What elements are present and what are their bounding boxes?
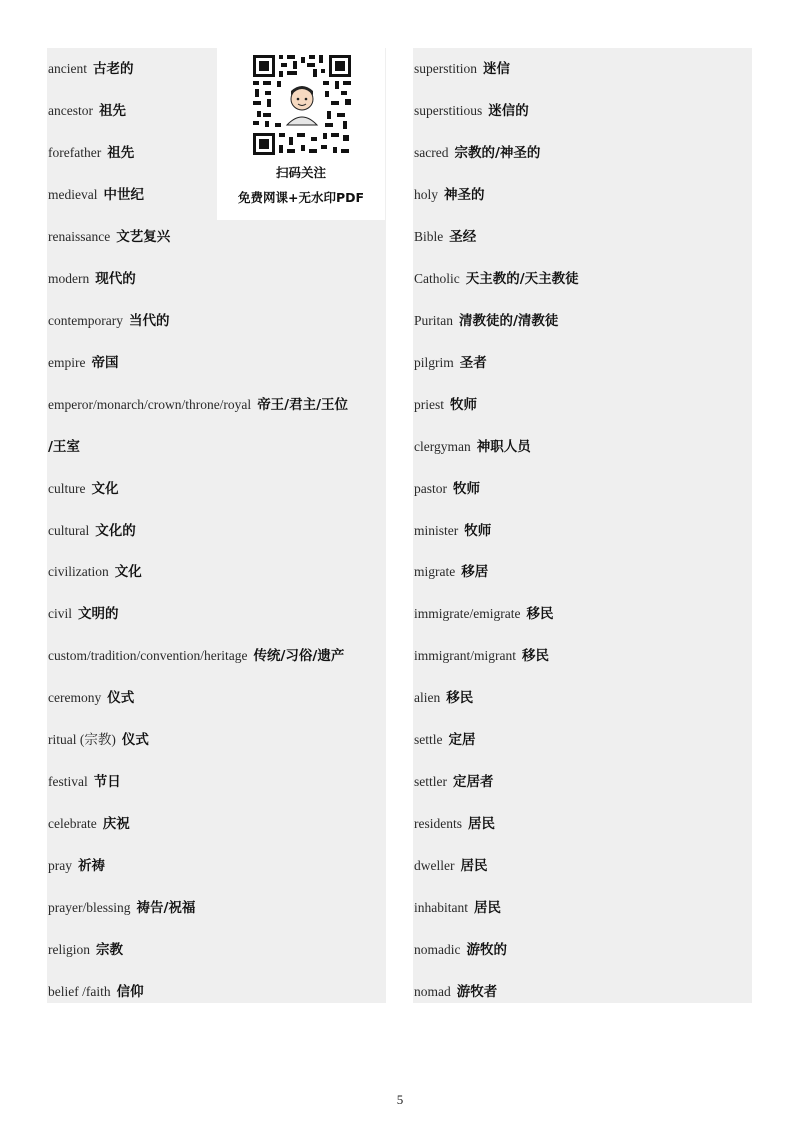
vocab-chinese: 迷信 [483, 61, 510, 77]
vocab-chinese: 移民 [526, 606, 554, 623]
vocab-english: belief /faith [48, 983, 111, 999]
qr-caption-offer: 免费网课+无水印PDF [237, 190, 365, 205]
vocab-chinese: 宗教 [96, 942, 123, 958]
vocab-chinese: 神圣的 [444, 186, 485, 203]
vocab-entry [48, 644, 344, 668]
vocab-english: migrate [414, 564, 456, 580]
vocab-english: holy [414, 186, 439, 202]
vocab-chinese: 文艺复兴 [116, 228, 171, 245]
vocab-entry [48, 770, 121, 794]
vocab-entry [414, 854, 487, 878]
vocab-chinese: 祈祷 [78, 858, 105, 875]
vocab-entry [48, 183, 144, 207]
vocab-entry [414, 267, 579, 291]
vocab-english: inhabitant [414, 900, 468, 915]
vocab-chinese: 仪式 [121, 732, 149, 749]
vocab-english: sacred [414, 144, 449, 160]
vocab-chinese: 宗教的/神圣的 [454, 144, 541, 161]
vocab-entry [414, 435, 531, 459]
qr-code-icon[interactable] [251, 53, 353, 157]
vocab-english: superstition [414, 61, 477, 76]
vocab-entry [48, 267, 136, 291]
vocab-chinese: 牧师 [464, 522, 492, 539]
vocab-entry [414, 141, 540, 165]
vocab-english: prayer/blessing [48, 900, 131, 915]
vocab-english: immigrant/migrant [414, 648, 516, 664]
vocab-entry [414, 896, 501, 920]
vocab-english: ritual (宗教) [48, 732, 116, 748]
vocab-english: minister [414, 522, 459, 538]
vocab-entry [414, 770, 494, 794]
vocab-entry [414, 57, 510, 81]
vocab-english: contemporary [48, 312, 123, 328]
vocab-chinese: 文明的 [78, 606, 119, 623]
page-number: 5 [396, 1092, 404, 1107]
vocab-entry [48, 519, 136, 543]
vocab-chinese: 圣经 [449, 228, 477, 245]
vocab-entry [48, 351, 118, 375]
vocab-chinese: 天主教的/天主教徒 [465, 270, 579, 287]
vocab-entry [48, 225, 170, 249]
vocab-entry [414, 560, 488, 584]
vocab-chinese: 移民 [521, 648, 549, 665]
vocab-english: Bible [414, 228, 444, 244]
vocab-english: pilgrim [414, 354, 454, 370]
vocab-entry [48, 57, 133, 81]
vocab-chinese: 祷告/祝福 [136, 900, 196, 916]
vocab-chinese: 文化 [114, 564, 142, 581]
vocab-chinese: 定居者 [453, 774, 494, 791]
vocab-chinese: 庆祝 [102, 816, 130, 833]
vocab-chinese: 祖先 [107, 144, 135, 161]
vocab-entry [414, 644, 549, 668]
vocab-chinese: 圣者 [459, 354, 487, 371]
vocab-entry [414, 99, 529, 123]
vocab-entry [414, 728, 476, 752]
vocab-english: ancestor [48, 103, 93, 118]
vocab-entry [48, 602, 119, 626]
vocab-chinese: 祖先 [98, 103, 126, 119]
vocab-entry [48, 141, 134, 165]
vocab-chinese: 游牧者 [456, 983, 498, 1000]
vocab-english: medieval [48, 186, 98, 202]
vocab-entry [48, 728, 149, 752]
vocab-entry [48, 854, 105, 878]
vocab-entry [48, 435, 80, 459]
vocab-english: emperor/monarch/crown/throne/royal [48, 396, 252, 412]
vocab-entry [414, 309, 558, 333]
vocab-english: custom/tradition/convention/heritage [48, 648, 248, 664]
vocab-chinese: 当代的 [128, 312, 170, 329]
vocab-chinese: 定居 [448, 732, 476, 749]
vocab-chinese: 现代的 [95, 270, 136, 287]
vocab-entry [414, 519, 491, 543]
vocab-chinese: 居民 [460, 858, 488, 875]
vocab-entry [414, 980, 497, 1004]
vocab-english: religion [48, 942, 90, 957]
vocab-chinese: 神职人员 [476, 438, 531, 455]
vocab-english: cultural [48, 522, 90, 538]
vocab-chinese: 帝国 [91, 354, 119, 371]
vocab-chinese: 古老的 [92, 61, 134, 77]
vocab-entry [414, 686, 473, 710]
vocab-entry [414, 225, 476, 249]
vocab-english: ceremony [48, 690, 102, 706]
vocab-entry [48, 309, 169, 333]
vocab-entry [414, 477, 480, 501]
vocab-english: modern [48, 270, 90, 286]
vocab-entry [48, 980, 144, 1004]
vocab-entry [48, 393, 348, 417]
vocab-entry [414, 602, 553, 626]
vocab-chinese: 信仰 [116, 983, 144, 1000]
vocab-entry [48, 938, 123, 962]
vocab-entry [48, 477, 118, 501]
vocab-entry [414, 393, 477, 417]
vocab-chinese: 迷信的 [488, 103, 529, 119]
vocab-chinese: 移居 [461, 564, 489, 581]
vocab-english: Puritan [414, 312, 453, 328]
vocab-english: nomadic [414, 942, 461, 957]
vocab-entry [48, 812, 130, 836]
right-vocab-column [413, 48, 752, 1003]
vocab-english: renaissance [48, 228, 111, 244]
vocab-english: alien [414, 690, 441, 706]
vocab-entry [48, 560, 142, 584]
vocab-english: ancient [48, 61, 87, 76]
vocab-english: priest [414, 396, 444, 412]
vocab-english: nomad [414, 983, 451, 999]
vocab-english: superstitious [414, 103, 483, 118]
vocab-chinese: 牧师 [453, 480, 480, 497]
vocab-chinese: 中世纪 [103, 186, 144, 203]
vocab-english: pray [48, 858, 72, 874]
qr-caption-follow: 扫码关注 [275, 165, 326, 180]
vocab-english: Catholic [414, 270, 460, 286]
vocab-english: settle [414, 732, 443, 748]
vocab-english: empire [48, 354, 86, 370]
vocab-chinese: /王室 [48, 438, 80, 455]
vocab-entry [414, 351, 487, 375]
vocab-entry [414, 812, 495, 836]
vocab-entry [414, 183, 485, 207]
vocab-chinese: 游牧的 [466, 942, 507, 958]
vocab-english: civil [48, 606, 72, 622]
vocab-english: civilization [48, 564, 109, 580]
qr-promo-box [217, 48, 385, 220]
vocab-entry [414, 938, 507, 962]
vocab-chinese: 文化 [91, 480, 119, 497]
vocab-chinese: 节日 [93, 774, 121, 791]
vocab-english: celebrate [48, 816, 97, 832]
vocab-english: festival [48, 774, 88, 790]
vocab-entry [48, 896, 195, 920]
vocab-english: clergyman [414, 438, 471, 454]
vocab-chinese: 文化的 [95, 522, 136, 539]
vocab-english: culture [48, 480, 86, 496]
vocab-chinese: 牧师 [450, 396, 477, 413]
vocab-english: dweller [414, 858, 455, 874]
vocab-chinese: 居民 [468, 816, 495, 833]
vocab-chinese: 仪式 [107, 690, 135, 707]
vocab-chinese: 移民 [446, 690, 474, 707]
vocab-chinese: 清教徒的/清教徒 [459, 312, 559, 329]
vocab-english: forefather [48, 144, 102, 160]
vocab-english: immigrate/emigrate [414, 606, 521, 622]
vocab-chinese: 传统/习俗/遗产 [253, 648, 345, 665]
vocab-english: residents [414, 816, 462, 832]
vocab-english: pastor [414, 480, 447, 496]
vocab-entry [48, 99, 126, 123]
vocab-chinese: 居民 [474, 900, 501, 916]
vocab-entry [48, 686, 134, 710]
vocab-chinese: 帝王/君主/王位 [257, 396, 349, 413]
vocab-english: settler [414, 774, 447, 790]
